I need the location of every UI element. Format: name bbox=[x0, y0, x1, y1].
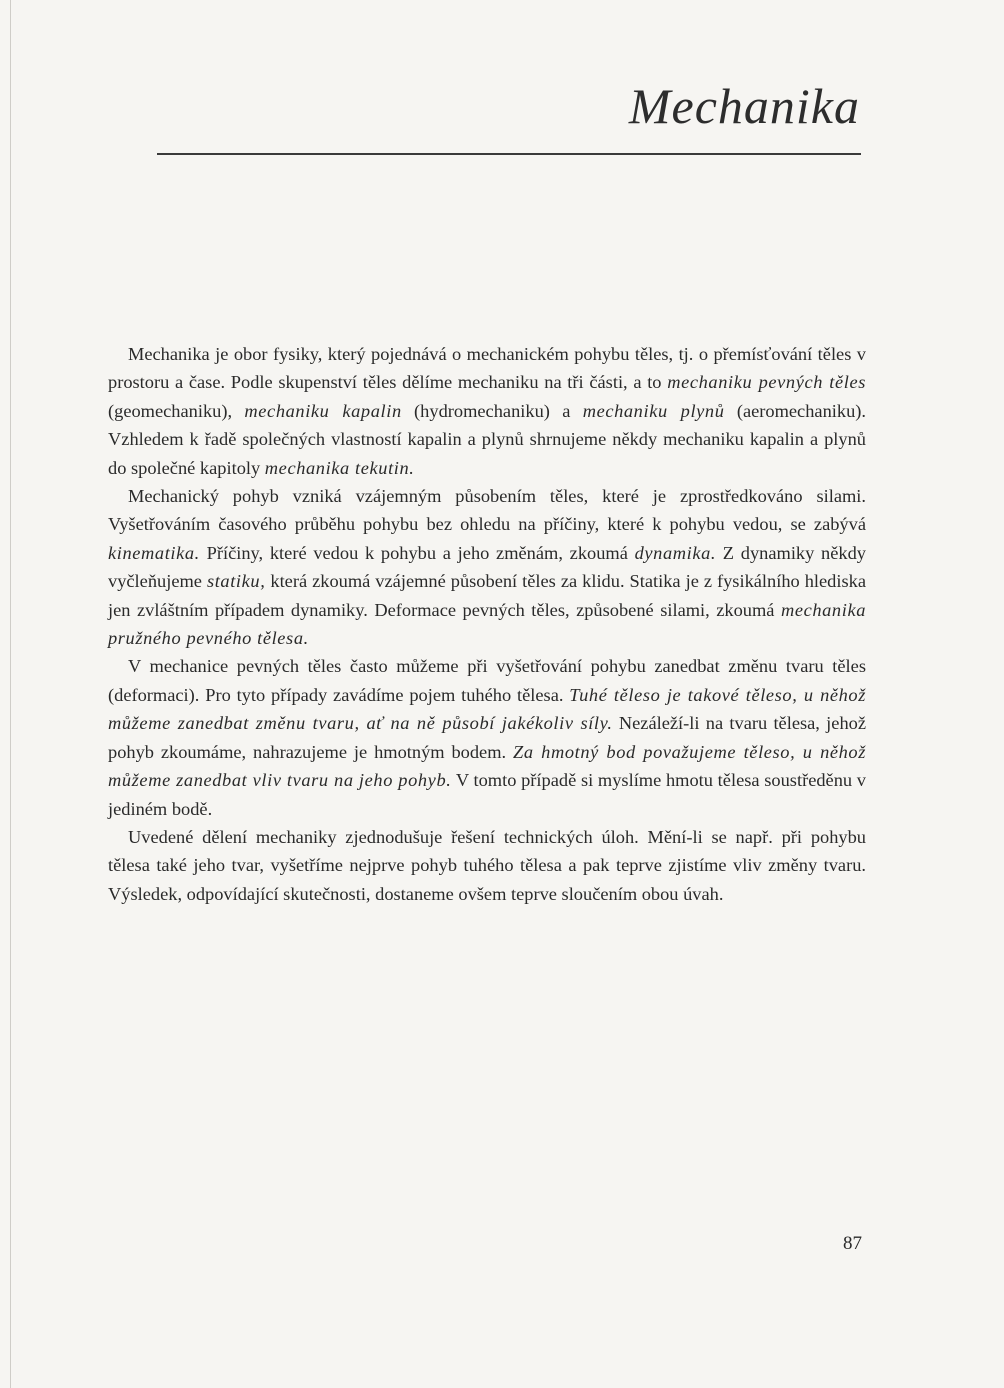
page-edge bbox=[10, 0, 11, 1388]
paragraph bbox=[108, 482, 866, 652]
text-run: V tomto případě si myslíme hmotu tělesa soustředěnu v jediném bodě. bbox=[108, 770, 867, 819]
text-run: V mechanice pevných těles často můžeme při vyšetřování pohybu zanedbat změnu tvaru těles (deformaci). Pro tyto případy zavádíme pojem tuhého tělesa. bbox=[108, 656, 866, 705]
italic-term: statiku, bbox=[206, 571, 266, 592]
italic-term: mechaniku plynů bbox=[582, 400, 725, 421]
italic-term: kinematika. bbox=[108, 542, 200, 563]
body-text bbox=[108, 340, 866, 908]
text-run: Z dynamiky někdy vyčleňujeme bbox=[108, 542, 866, 592]
text-run: (geomechaniku), bbox=[108, 400, 245, 421]
text-run: Nezáleží-li na tvaru tělesa, jehož pohyb zkoumáme, nahrazujeme je hmotným bodem. bbox=[108, 713, 866, 762]
title-rule bbox=[157, 153, 861, 155]
paragraph bbox=[108, 652, 866, 822]
italic-term: mechaniku kapalin bbox=[244, 400, 402, 421]
italic-term: Tuhé těleso je takové těleso, u něhož můžeme zanedbat změnu tvaru, ať na ně působí jakékoliv síly. bbox=[108, 684, 866, 734]
italic-term: mechaniku pevných těles bbox=[667, 372, 867, 393]
page-number: 87 bbox=[843, 1233, 862, 1254]
italic-term: dynamika. bbox=[634, 542, 717, 563]
text-run: Příčiny, které vedou k pohybu a jeho změnám, zkoumá bbox=[199, 542, 635, 563]
text-run: která zkoumá vzájemné působení těles za klidu. Statika je z fysikálního hlediska jen zvláštním případem dynamiky. Deformace pevných těles, způsobené silami, zkoumá bbox=[108, 571, 867, 620]
paragraph bbox=[108, 340, 866, 482]
paragraph bbox=[108, 823, 866, 908]
text-run: Uvedené dělení mechaniky zjednodušuje řešení technických úloh. Mění-li se např. při pohybu tělesa také jeho tvar, vyšetříme nejprve pohyb tuhého tělesa a pak teprve zjistíme vliv změny tvaru. Výsledek, odpovídající skutečnosti, dostaneme ovšem teprve sloučením obou úvah. bbox=[108, 826, 866, 904]
text-run: (hydromechaniku) a bbox=[401, 400, 583, 421]
page-title: Mechanika bbox=[628, 78, 860, 134]
italic-term: mechanika pružného pevného tělesa. bbox=[108, 599, 866, 649]
text-run: Mechanický pohyb vzniká vzájemným působením těles, které je zprostředkováno silami. Vyšetřováním časového průběhu pohybu bez ohledu na příčiny, které k pohybu vedou, se zabývá bbox=[108, 486, 866, 535]
text-run: Mechanika je obor fysiky, který pojednává o mechanickém pohybu těles, tj. o přemísťování těles v prostoru a čase. Podle skupenství těles dělíme mechaniku na tři části, a to bbox=[108, 344, 866, 393]
italic-term: Za hmotný bod považujeme těleso, u něhož můžeme zanedbat vliv tvaru na jeho pohyb. bbox=[108, 741, 866, 791]
text-run: (aeromechaniku). Vzhledem k řadě společných vlastností kapalin a plynů shrnujeme někdy mechaniku kapalin a plynů do společné kapitoly bbox=[108, 400, 866, 478]
italic-term: mechanika tekutin. bbox=[264, 457, 415, 478]
